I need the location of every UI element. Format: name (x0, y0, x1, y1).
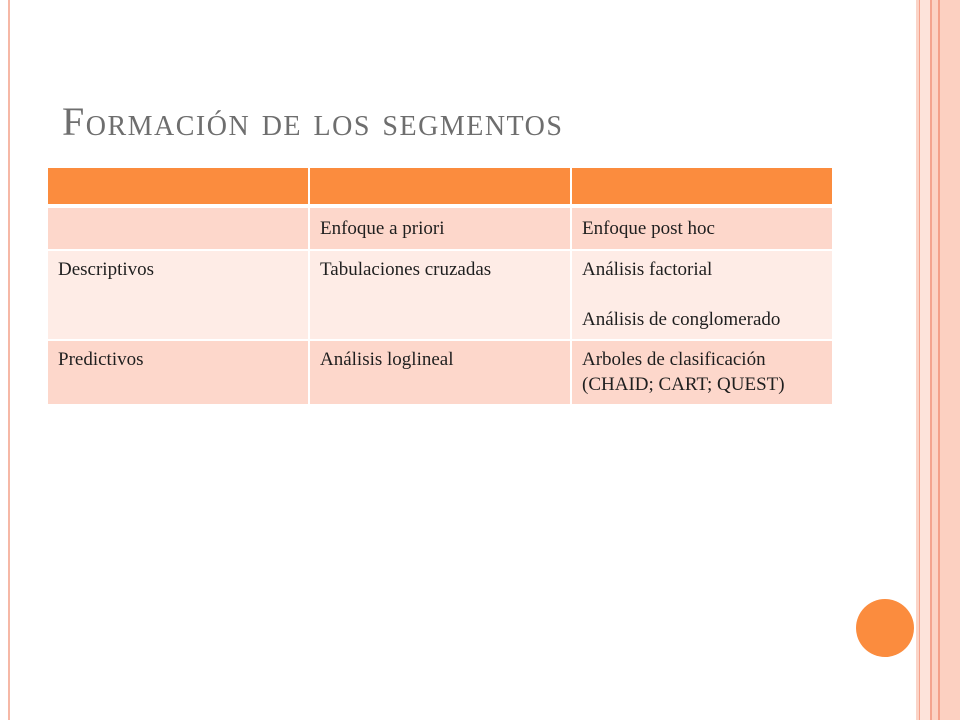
a-priori-cell (309, 340, 571, 405)
post-hoc-cell (571, 340, 832, 405)
cell-text: Enfoque post hoc (582, 218, 715, 239)
header-cell (48, 168, 309, 206)
right-stripe (940, 0, 960, 720)
post-hoc-cell (571, 250, 832, 340)
header-cell (309, 168, 571, 206)
cell-text: Análisis factorial (582, 259, 713, 280)
table-row (48, 250, 832, 340)
cell-text: Arboles de clasificación (CHAID; CART; QUEST) (582, 349, 785, 395)
cell-text: Tabulaciones cruzadas (320, 259, 492, 280)
a-priori-cell (309, 206, 571, 250)
segments-table (48, 168, 832, 406)
row-label-cell: Descriptivos (48, 250, 309, 340)
right-stripe (920, 0, 930, 720)
table-header-row (48, 168, 832, 206)
orange-circle-decoration (856, 599, 914, 657)
cell-text: Análisis de conglomerado (582, 309, 781, 330)
row-label-cell: Predictivos (48, 340, 309, 405)
slide-title: Formación de los segmentos (62, 99, 564, 144)
table-row (48, 206, 832, 250)
cell-text: Análisis loglineal (320, 349, 454, 370)
header-cell (571, 168, 832, 206)
a-priori-cell (309, 250, 571, 340)
row-label-cell (48, 206, 309, 250)
post-hoc-cell (571, 206, 832, 250)
cell-text: Enfoque a priori (320, 218, 445, 239)
table-row (48, 340, 832, 405)
left-frame-line (8, 0, 10, 720)
